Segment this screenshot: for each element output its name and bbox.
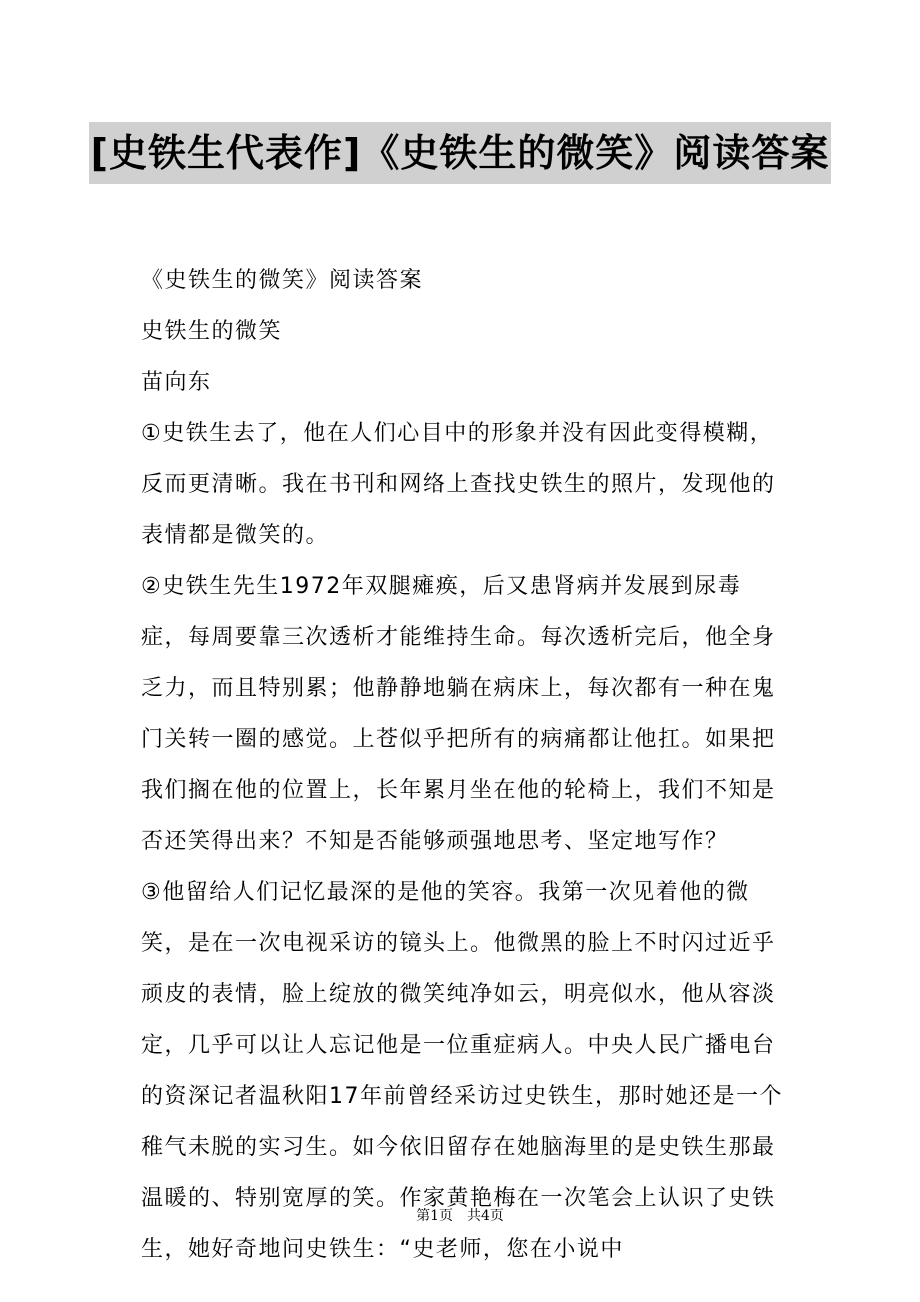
page-footer (0, 1205, 920, 1225)
paragraph-1: ①史铁生去了，他在人们心目中的形象并没有因此变得模糊，反而更清晰。我在书刊和网络上查找史铁生的照片，发现他的表情都是微笑的。 (141, 421, 776, 548)
article-author: 苗向东 (141, 370, 212, 395)
paragraph-3: ③他留给人们记忆最深的是他的笑容。我第一次见着他的微笑，是在一次电视采访的镜头上。他微黑的脸上不时闪过近乎顽皮的表情，脸上绽放的微笑纯净如云，明亮似水，他从容淡定，几乎可以让人忘记他是一位重症病人。中央人民广播电台的资深记者温秋阳17年前曾经采访过史铁生，那时她还是一个稚气未脱的实习生。如今依旧留存在她脑海里的是史铁生那最温暖的、特别宽厚的笑。作家黄艳梅在一次笔会上认识了史铁生，她好奇地问史铁生：“史老师，您在小说中 (141, 880, 783, 1262)
page-title-container (0, 122, 920, 184)
page-title: [史铁生代表作]《史铁生的微笑》阅读答案 (89, 122, 832, 184)
document-body (141, 255, 786, 1275)
page-indicator: 第1页 共4页 (416, 1208, 504, 1224)
document-subtitle: 《史铁生的微笑》阅读答案 (141, 268, 424, 293)
paragraph-2: ②史铁生先生1972年双腿瘫痪，后又患肾病并发展到尿毒症，每周要靠三次透析才能维持生命。每次透析完后，他全身乏力，而且特别累；他静静地躺在病床上，每次都有一种在鬼门关转一圈的感觉。上苍似乎把所有的病痛都让他扛。如果把我们搁在他的位置上，长年累月坐在他的轮椅上，我们不知是否还笑得出来？不知是否能够顽强地思考、坚定地写作？ (141, 574, 776, 854)
article-title: 史铁生的微笑 (141, 319, 283, 344)
